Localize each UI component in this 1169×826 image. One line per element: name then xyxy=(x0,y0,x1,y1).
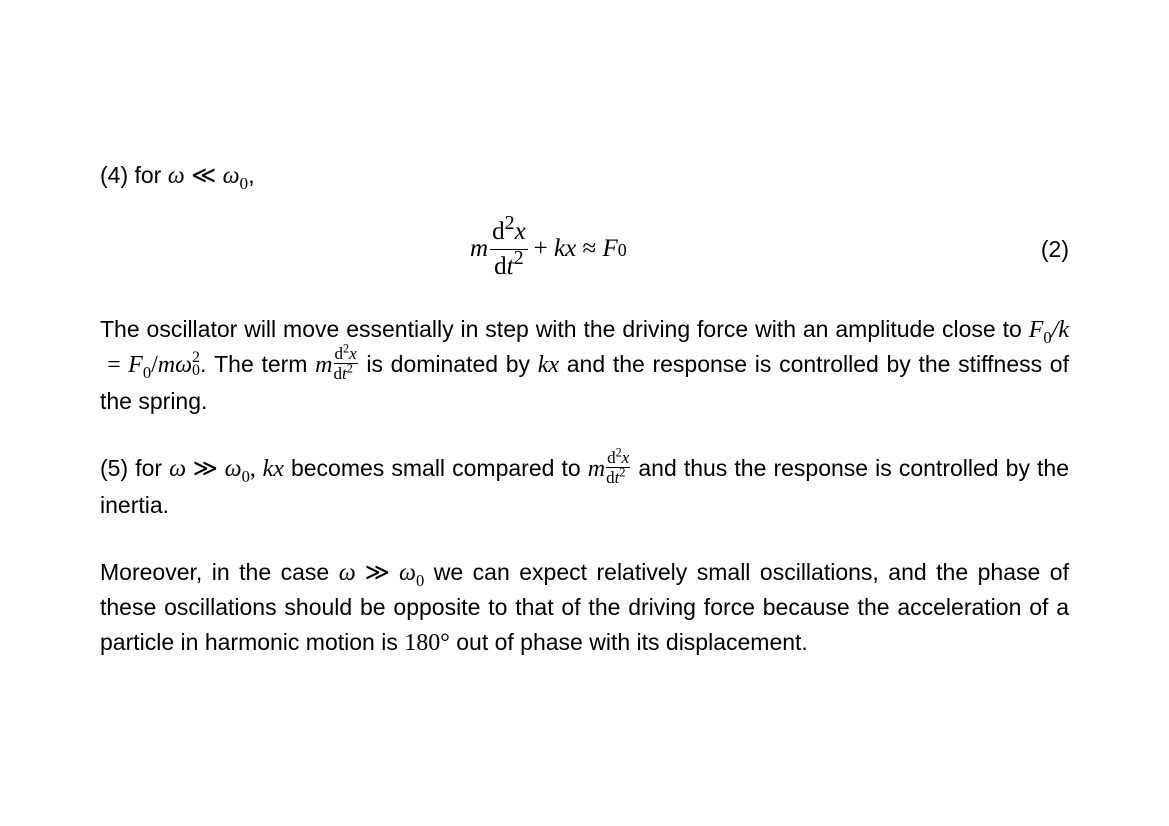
spacer xyxy=(100,523,1069,555)
eq-force: F xyxy=(602,235,618,263)
spacer xyxy=(100,419,1069,451)
paragraph-phase: Moreover, in the case ω ≫ $\omega_0$ we can expect relatively small oscillations, and the phase of these oscillations should be opposite to that of the driving force because the acceleration of a particle in harmonic motion is 180° out of phase with its displacement. xyxy=(100,558,1069,656)
equation-body: m $\frac{d^2x}{dt^2}$ + kx ≈ F 0 xyxy=(470,212,627,280)
eq-approx: ≈ xyxy=(576,235,603,263)
inline-fraction: $\frac{d^2x}{dt^2}$ xyxy=(333,341,357,384)
equation-number: (2) xyxy=(1040,236,1069,263)
omega-symbol: ω xyxy=(167,163,185,189)
much-less-symbol: ≪ xyxy=(191,163,217,189)
inline-fraction: $\frac{d^2x}{dt^2}$ xyxy=(606,445,630,488)
omega-zero-symbol: $\omega_0$ xyxy=(222,163,249,194)
fraction-numerator: $d^2x$ xyxy=(490,217,528,250)
comma: , xyxy=(248,162,255,188)
second-derivative-fraction xyxy=(490,212,528,282)
item-5-paragraph: (5) for ω ≫ $\omega_0$, kx becomes small compared to m $\frac{d^2x}{dt^2}$ and thus the response is controlled by the inertia. xyxy=(100,445,1070,519)
paragraph-stiffness: The oscillator will move essentially in step with the driving force with an amplitude close to $F_0/k = F_0/m\omega$ 2 0 . The term m $\frac{d^2x}{dt^2}$ is dominated by kx and the response is controlled by the stiffness of the spring. xyxy=(100,315,1069,415)
display-equation xyxy=(100,206,1069,294)
fraction-denominator: $dt^2$ xyxy=(494,247,524,280)
eq-plus: + xyxy=(533,235,555,263)
eq-mass: m xyxy=(470,235,489,263)
item-4-text: (4) for xyxy=(100,162,162,188)
eq-kx: kx xyxy=(554,235,577,263)
document-page xyxy=(100,158,1069,660)
item-4-line xyxy=(100,158,1069,194)
